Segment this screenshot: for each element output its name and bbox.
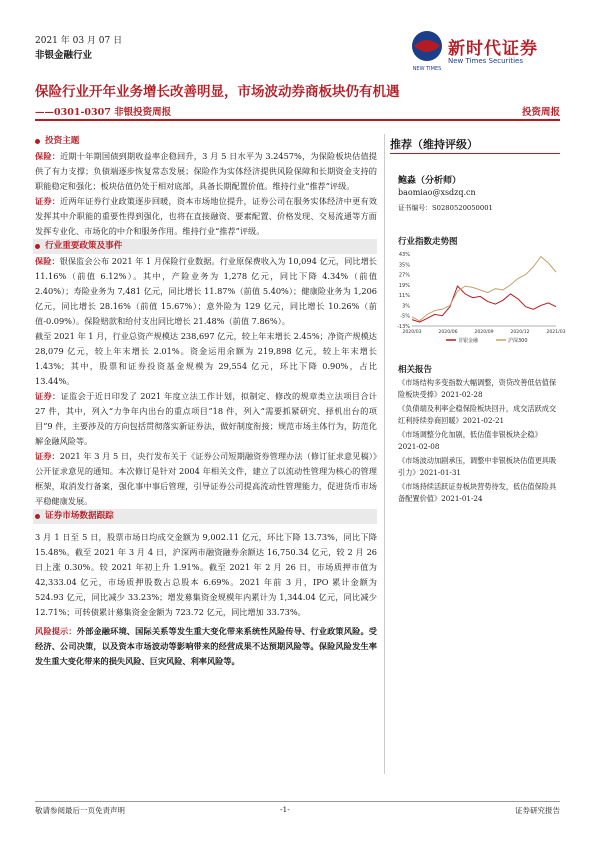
logo-english: New Times Securities xyxy=(448,57,523,65)
y-tick-label: 3% xyxy=(402,303,410,310)
logo-badge: NEW TIMES xyxy=(412,66,442,72)
related-report-item[interactable]: 《市场结构多变指数大幅调整，资贷改善低估值保险板块受捧》2021-02-28 xyxy=(398,378,557,399)
related-report-item[interactable]: 《市场波动加剧承压，调整中非银板块估值更具吸引力》2021-01-31 xyxy=(398,456,557,477)
securities-policy-text: 证监会于近日印发了 2021 年度立法工作计划，拟制定、修改的规章类立法项目合计 27 件，其中，列入“力争年内出台的重点项目”18 件，列入“需要抓紧研究、择机出台的项目”9 件，主要涉及的方向包括贯彻落实新证券法，做好制度衔接；规范市场主体行为，防范化解金融风险等。 xyxy=(35,391,377,446)
main-content xyxy=(35,134,377,669)
section-heading-market: 证券市场数据跟踪 xyxy=(33,509,377,524)
page-title: 保险行业开年业务增长改善明显，市场波动券商板块仍有机遇 xyxy=(35,84,400,100)
series-line xyxy=(412,257,556,321)
section-heading-investment: 投资主题 xyxy=(35,134,377,149)
x-tick-label: 2020/12 xyxy=(510,330,530,335)
footer-disclaimer[interactable]: 敬请参阅最后一页免责声明 xyxy=(35,806,125,815)
analyst-email[interactable]: baomiao@xsdzq.cn xyxy=(398,188,476,197)
legend-label: 沪深300 xyxy=(508,338,528,344)
analyst-name: 鲍淼（分析师） xyxy=(398,176,462,186)
insurance-data-paragraph xyxy=(35,254,377,329)
section-heading-policy: 行业重要政策及事件 xyxy=(33,239,377,254)
y-tick-label: -13% xyxy=(397,324,410,330)
securities-policy-paragraph xyxy=(35,389,377,449)
insurance-text: 近期十年期国债到期收益率企稳回升，3 月 5 日水平为 3.2457%，为保险板块估值提供了有力支撑；负债端逐步恢复常态发展；保险作为实体经济提供风险保障和长期资金支持的职能稳定和强化；板块估值仍处于相对底部，具备长期配置价值。维持行业“推荐”评级。 xyxy=(35,151,377,191)
insurance-assets-paragraph: 截至 2021 年 1 月，行业总资产规模达 238,697 亿元，较上年末增长 2.45%；净资产规模达 28,079 亿元，较上年末增长 2.01%。资金运用余额为 219,898 亿元，较上年末增长 1.43%；其中，股票和证券投资基金规模为 29,554 亿元，环比下降 0.90%，占比 13.44%。 xyxy=(35,331,377,386)
securities-pboc-paragraph xyxy=(35,449,377,509)
title-divider xyxy=(35,119,560,121)
legend-label: 非银金融 xyxy=(458,338,479,344)
report-type: 投资周报 xyxy=(521,107,560,118)
report-date: 2021 年 03 月 07 日 xyxy=(35,36,123,46)
column-divider xyxy=(384,134,385,774)
related-report-item[interactable]: 《负债端及利率企稳保险板块回升，成交活跃成交红利持续券商回暖》2021-02-21 xyxy=(398,404,557,425)
risk-label: 风险提示： xyxy=(35,626,77,636)
page-number: -1- xyxy=(280,805,290,814)
page-subtitle: ——0301-0307 非银投资周报 xyxy=(35,107,172,118)
securities-policy-label: 证券： xyxy=(35,391,61,401)
y-tick-label: 35% xyxy=(398,262,410,269)
index-trend-chart xyxy=(388,250,566,348)
securities-pboc-label: 证券： xyxy=(35,451,60,461)
y-tick-label: 27% xyxy=(398,272,410,279)
insurance-data-text: 银保监会公布 2021 年 1 月保险行业数据。行业原保费收入为 10,094 亿元，同比增长 11.16%（前值 6.12%）。其中，产险业务为 1,278 亿元，同比下降 4.34%（前值 2.40%）；寿险业务为 7,481 亿元，同比增长 11.87%（前值 5.40%）；健康险业务为 1,206 亿元，同比增长 28.16%（前值 15.67%）；意外险为 129 亿元，同比增长 10.26%（前值-0.09%）。保险赔款和给付支出同比增长 21.48%（前值 7.86%）。 xyxy=(35,256,377,326)
y-tick-label: 19% xyxy=(398,282,410,289)
rating-label: 推荐（维持评级） xyxy=(390,138,478,151)
securities-pboc-text: 2021 年 3 月 5 日，央行发布关于《证券公司短期融资券管理办法（修订征求意见稿）》公开征求意见的通知。本次修订是针对 2004 年相关文件，建立了以流动性管理为核心的管理框架，取消发行备案，强化事中事后管理，引导证券公司提高流动性管理能力，促进货币市场平稳健康发展。 xyxy=(35,451,377,506)
logo-globe-icon xyxy=(408,28,446,72)
insurance-paragraph xyxy=(35,149,377,194)
footer-report-label: 证券研究报告 xyxy=(515,806,560,815)
company-logo xyxy=(408,28,568,76)
related-reports-list xyxy=(398,377,560,507)
risk-text: 外部金融环境、国际关系等发生重大变化带来系统性风险传导、行业政策风险。受经济、公司决策，以及资本市场波动等影响带来的经营成果不达预期风险等。保险风险发生率发生重大变化带来的损失风险、巨灾风险、利率风险等。 xyxy=(35,626,377,666)
chart-title: 行业指数走势图 xyxy=(398,237,458,247)
market-data-paragraph: 3 月 1 日至 5 日，股票市场日均成交金额为 9,002.11 亿元，环比下降 13.73%，同比下降 15.48%。截至 2021 年 3 月 4 日，沪深两市融资融券余额达 16,750.34 亿元，较 2 月 26 日上涨 0.30%。较 2021 年初上升 1.91%。截至 2021 年 2 月 26 日，市场质押市值为 42,333.04 亿元，市场质押股数占总股本 6.69%。2021 年前 3 月，IPO 累计金额为 524.93 亿元，同比减少 33.23%；增发募集资金规模年内累计为 1,344.04 亿元，同比减少 12.71%；可转债累计募集资金金额为 723.72 亿元，同比增加 33.73%。 xyxy=(35,532,377,617)
x-tick-label: 2020/03 xyxy=(402,330,422,335)
risk-paragraph xyxy=(35,624,377,669)
securities-text: 近两年证券行业政策逐步回暖，资本市场地位提升，证券公司在服务实体经济中更有效发挥其中介职能的重要性得到强化，也将在直接融资、要素配置、价格发现、交易流通等方面发挥专业化、市场化的中介和服务作用。维持行业“推荐”评级。 xyxy=(35,196,377,236)
insurance-label: 保险： xyxy=(35,151,61,161)
insurance-data-label: 保险： xyxy=(35,256,60,266)
footer-divider xyxy=(35,801,560,802)
x-tick-label: 2021/03 xyxy=(546,330,566,335)
y-tick-label: 43% xyxy=(398,252,410,258)
y-tick-label: -5% xyxy=(400,313,410,320)
rating-divider xyxy=(390,153,560,154)
sector-label: 非银金融行业 xyxy=(35,50,93,61)
related-report-item[interactable]: 《市场调整分化加剧，低估值非银板块企稳》2021-02-08 xyxy=(398,430,542,451)
logo-chinese: 新时代证券 xyxy=(448,39,538,59)
x-tick-label: 2020/06 xyxy=(438,330,458,335)
securities-label: 证券： xyxy=(35,196,61,206)
y-tick-label: 11% xyxy=(398,293,410,300)
analyst-cert: 证书编号：S0280520050001 xyxy=(398,204,493,212)
securities-paragraph xyxy=(35,194,377,239)
related-reports-title: 相关报告 xyxy=(398,365,433,375)
related-report-item[interactable]: 《市场持续活跃证券板块营势待发，低估值保险具备配置价值》2021-01-24 xyxy=(398,482,557,503)
x-tick-label: 2020/09 xyxy=(474,330,494,335)
